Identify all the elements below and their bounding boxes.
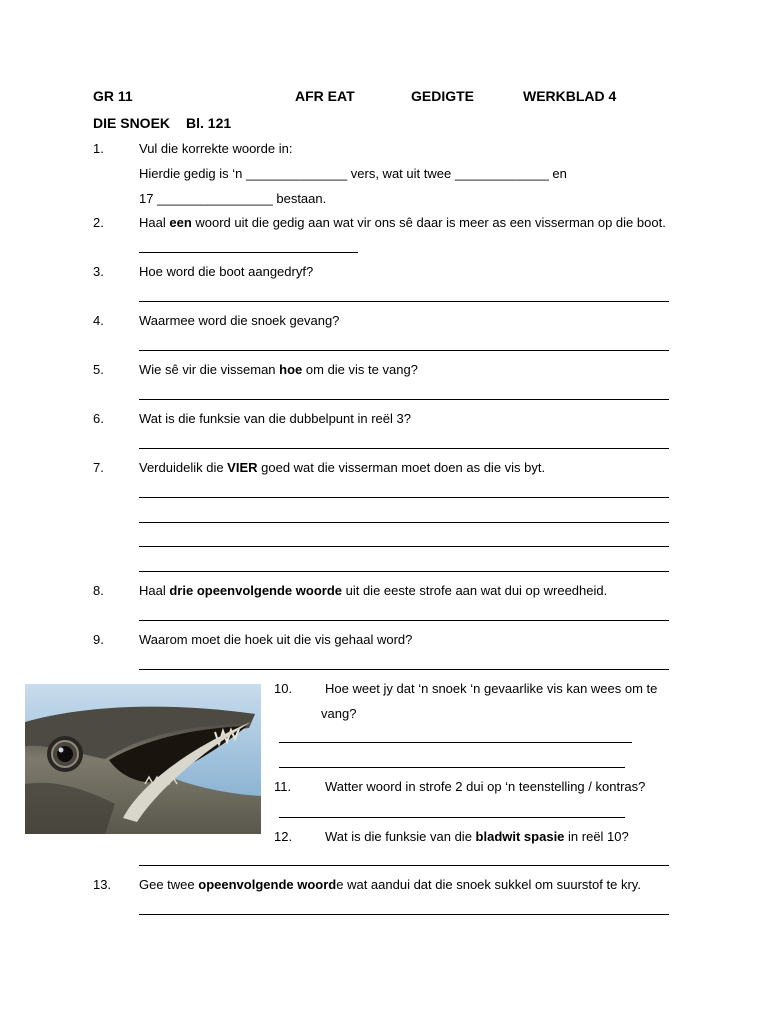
fill-in-line: Hierdie gedig is ‘n ______________ vers, wat uit twee _____________ en [139, 166, 567, 181]
question-number: 12. [274, 829, 293, 844]
question-text: Hoe word die boot aangedryf? [139, 264, 314, 279]
topic-label: GEDIGTE [411, 88, 475, 104]
answer-line[interactable] [139, 914, 669, 915]
question-text: Haal een woord uit die gedig aan wat vir ons sê daar is meer as een visserman op die boot. [139, 215, 666, 230]
page-reference: Bl. 121 [186, 115, 232, 131]
question-text: Hoe weet jy dat ‘n snoek ‘n gevaarlike vis kan wees om te [325, 681, 658, 696]
answer-line[interactable] [279, 742, 632, 743]
question-text: Watter woord in strofe 2 dui op ‘n teenstelling / kontras? [325, 779, 646, 794]
answer-line[interactable] [139, 448, 669, 449]
answer-line[interactable] [139, 571, 669, 572]
snoek-fish-image [25, 684, 261, 834]
question-text: Wat is die funksie van die bladwit spasie in reël 10? [325, 829, 629, 844]
answer-line[interactable] [139, 546, 669, 547]
question-text: Verduidelik die VIER goed wat die visserman moet doen as die vis byt. [139, 460, 546, 475]
answer-line[interactable] [139, 865, 669, 866]
question-number: 1. [93, 141, 104, 156]
question-text: Gee twee opeenvolgende woorde wat aandui dat die snoek sukkel om suurstof te kry. [139, 877, 641, 892]
answer-line[interactable] [139, 399, 669, 400]
question-number: 8. [93, 583, 104, 598]
answer-line[interactable] [139, 497, 669, 498]
question-text: Waarom moet die hoek uit die vis gehaal word? [139, 632, 413, 647]
answer-line[interactable] [139, 669, 669, 670]
question-text: Wie sê vir die visseman hoe om die vis te vang? [139, 362, 418, 377]
question-number: 10. [274, 681, 293, 696]
question-number: 3. [93, 264, 104, 279]
question-text: Haal drie opeenvolgende woorde uit die eeste strofe aan wat dui op wreedheid. [139, 583, 608, 598]
question-number: 7. [93, 460, 104, 475]
question-text-continued: vang? [321, 706, 357, 721]
grade-label: GR 11 [93, 88, 133, 104]
answer-line[interactable] [279, 817, 625, 818]
question-number: 9. [93, 632, 104, 647]
poem-title: DIE SNOEK [93, 115, 171, 131]
question-number: 11. [274, 779, 292, 794]
question-number: 13. [93, 877, 112, 892]
question-number: 2. [93, 215, 104, 230]
question-number: 5. [93, 362, 104, 377]
answer-line[interactable] [139, 252, 358, 253]
question-number: 6. [93, 411, 104, 426]
question-number: 4. [93, 313, 104, 328]
fill-in-line: 17 ________________ bestaan. [139, 191, 327, 206]
question-text: Waarmee word die snoek gevang? [139, 313, 340, 328]
question-text: Vul die korrekte woorde in: [139, 141, 293, 156]
question-text: Wat is die funksie van die dubbelpunt in reël 3? [139, 411, 411, 426]
worksheet-label: WERKBLAD 4 [523, 88, 617, 104]
answer-line[interactable] [139, 350, 669, 351]
answer-line[interactable] [139, 620, 669, 621]
subject-label: AFR EAT [295, 88, 355, 104]
answer-line[interactable] [279, 767, 625, 768]
answer-line[interactable] [139, 522, 669, 523]
answer-line[interactable] [139, 301, 669, 302]
